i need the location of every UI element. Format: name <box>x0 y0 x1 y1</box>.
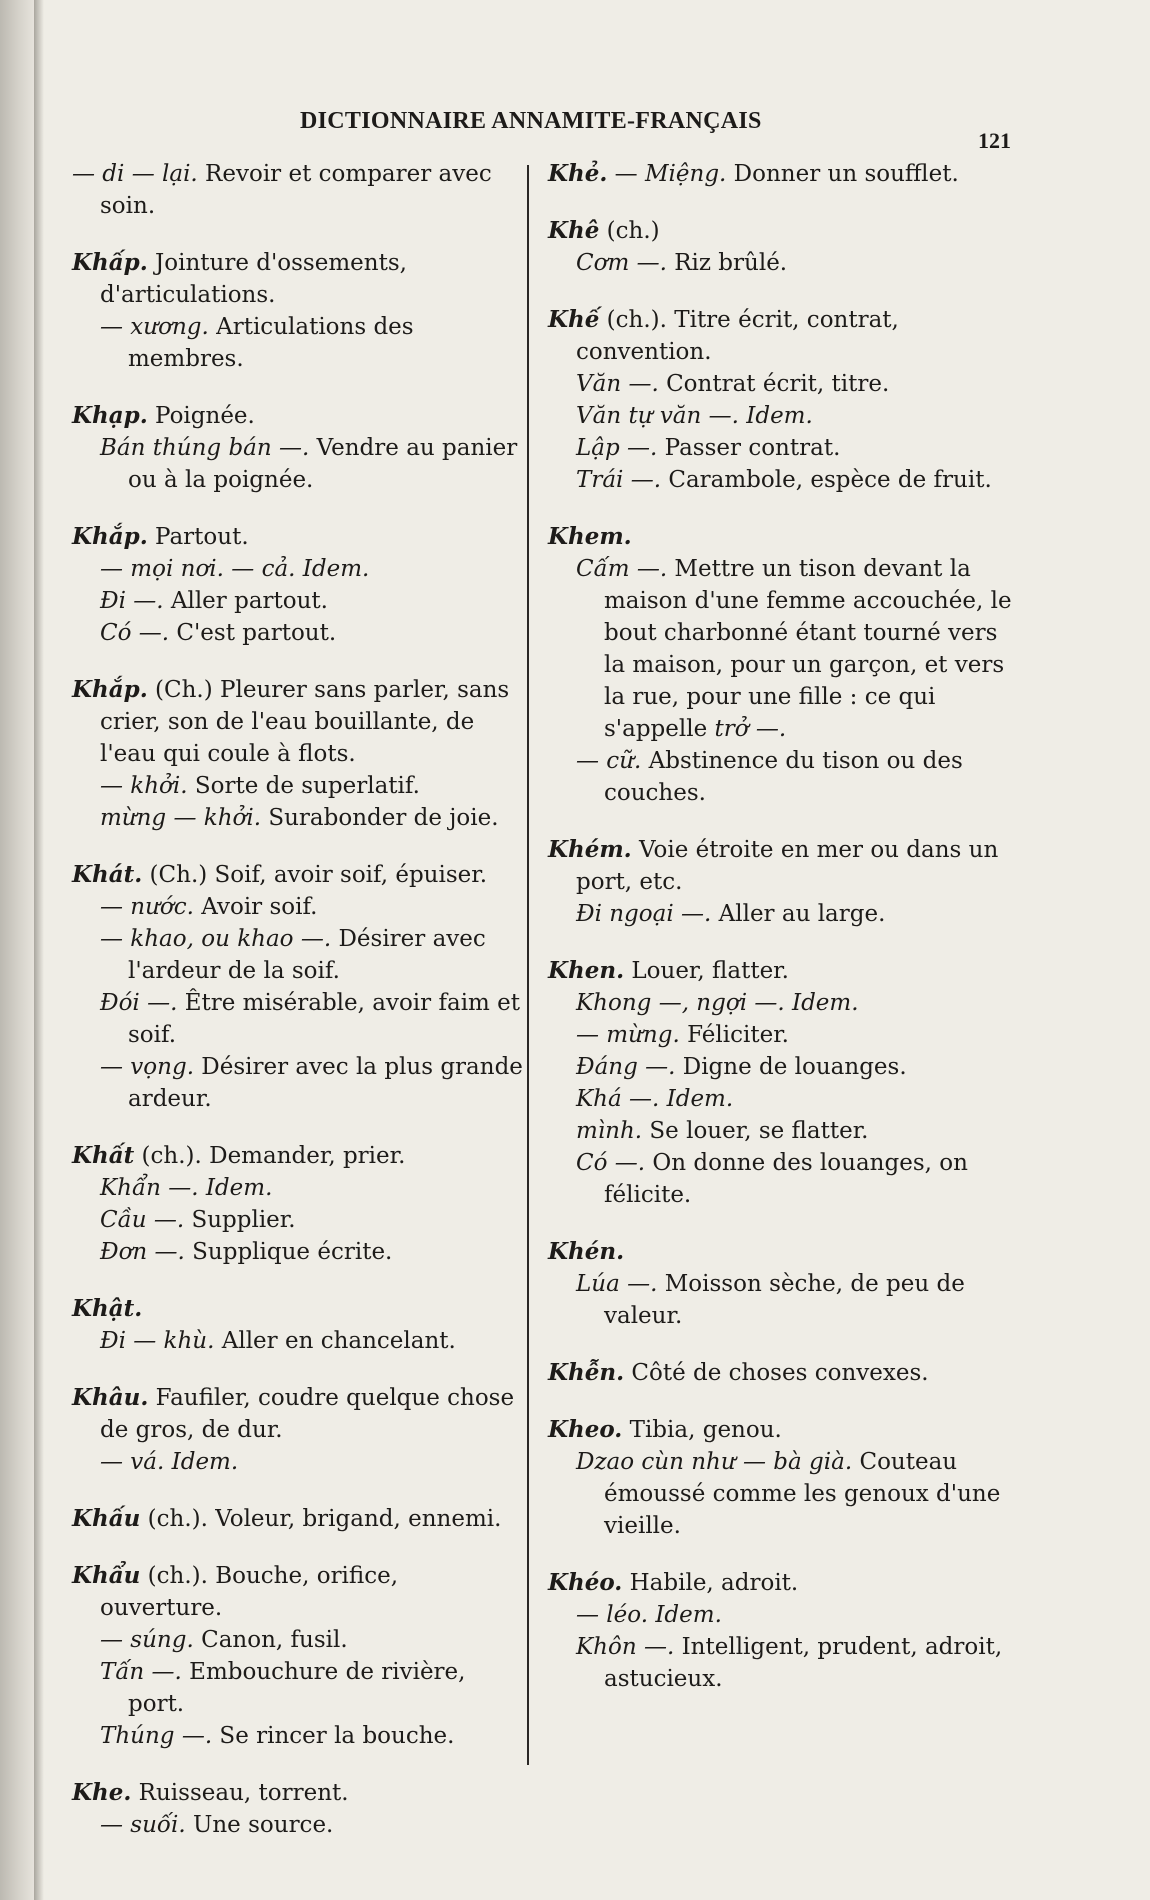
headword: Khạp. <box>72 402 148 429</box>
vietnamese-phrase: Khẩn —. Idem. <box>100 1175 273 1201</box>
entry-subline <box>548 553 1018 745</box>
dictionary-entry <box>548 158 1018 190</box>
entry-subline <box>548 432 1018 464</box>
entry-subline <box>72 1809 524 1841</box>
entry-subline <box>548 1446 1018 1542</box>
vietnamese-phrase: — nước. <box>100 894 194 920</box>
definition-text: Embouchure de rivière, port. <box>128 1659 466 1717</box>
entry-subline <box>548 1268 1018 1332</box>
definition-text: Se louer, se flatter. <box>642 1118 869 1144</box>
vietnamese-phrase: Có —. <box>100 620 170 646</box>
entry-subline <box>72 1325 524 1357</box>
vietnamese-phrase: Thúng —. <box>100 1723 213 1749</box>
dictionary-entry <box>548 521 1018 809</box>
vietnamese-phrase: Đáng —. <box>576 1054 676 1080</box>
vietnamese-phrase: Trái —. <box>576 467 662 493</box>
headword: Khắp. <box>72 523 148 550</box>
headword: Kheo. <box>548 1416 623 1443</box>
dictionary-entry <box>548 1567 1018 1695</box>
definition-text: (ch.). Demander, prier. <box>134 1143 406 1169</box>
vietnamese-phrase: Khôn —. <box>576 1634 675 1660</box>
entry-line <box>548 1236 1018 1268</box>
dictionary-entry <box>72 158 524 222</box>
dictionary-entry <box>72 1140 524 1268</box>
definition-text: Sorte de superlatif. <box>187 773 420 799</box>
definition-text: Désirer avec l'ardeur de la soif. <box>128 926 486 984</box>
definition-text: Une source. <box>185 1812 334 1838</box>
column-divider <box>527 165 529 1765</box>
definition-text: Articulations des membres. <box>128 314 414 372</box>
definition-text: Être misérable, avoir faim et soif. <box>128 990 521 1048</box>
vietnamese-phrase: Cấm —. <box>576 556 668 582</box>
dictionary-entry <box>72 1382 524 1478</box>
vietnamese-phrase: — cữ. <box>576 748 642 774</box>
definition-text: Se rincer la bouche. <box>212 1723 455 1749</box>
headword: Khễn. <box>548 1359 625 1386</box>
vietnamese-phrase: Đói —. <box>100 990 178 1016</box>
dictionary-entry <box>548 955 1018 1211</box>
entry-subline <box>548 368 1018 400</box>
headword: Khâu. <box>72 1384 149 1411</box>
entry-subline <box>72 923 524 987</box>
entry-subline <box>548 1083 1018 1115</box>
headword: Khê <box>548 217 600 244</box>
vietnamese-phrase: — vọng. <box>100 1054 194 1080</box>
headword: Khéo. <box>548 1569 623 1596</box>
entry-line <box>72 400 524 432</box>
entry-line <box>548 1567 1018 1599</box>
entry-subline <box>72 553 524 585</box>
definition-text: Riz brûlé. <box>666 250 788 276</box>
definition-text: Moisson sèche, de peu de valeur. <box>604 1271 965 1329</box>
headword: Khấp. <box>72 249 148 276</box>
headword: Khế <box>548 306 600 333</box>
entry-line <box>72 1382 524 1446</box>
vietnamese-phrase: mình. <box>576 1118 643 1144</box>
definition-text: Surabonder de joie. <box>261 805 499 831</box>
entry-subline <box>548 898 1018 930</box>
entry-line <box>548 521 1018 553</box>
dictionary-entry <box>548 834 1018 930</box>
dictionary-entry <box>548 1414 1018 1542</box>
definition-text: Partout. <box>147 524 249 550</box>
headword: Khém. <box>548 836 632 863</box>
binding-shadow <box>34 0 44 1900</box>
definition-text: Couteau émoussé comme les genoux d'une vieille. <box>604 1449 1001 1539</box>
vietnamese-phrase: trở —. <box>714 716 787 742</box>
page-header: DICTIONNAIRE ANNAMITE-FRANÇAIS <box>300 108 762 134</box>
dictionary-entry <box>72 1293 524 1357</box>
headword: Khem. <box>548 523 632 550</box>
vietnamese-phrase: Lập —. <box>576 435 658 461</box>
entry-subline <box>72 617 524 649</box>
dictionary-entry <box>72 859 524 1115</box>
dictionary-entry <box>72 247 524 375</box>
dictionary-entry <box>548 215 1018 279</box>
entry-subline <box>72 1051 524 1115</box>
entry-line <box>72 1777 524 1809</box>
entry-subline <box>548 1115 1018 1147</box>
entry-line <box>72 247 524 311</box>
definition-text: Vendre au panier ou à la poignée. <box>128 435 518 493</box>
entry-subline <box>548 400 1018 432</box>
definition-text: Carambole, espèce de fruit. <box>661 467 992 493</box>
vietnamese-phrase: Khong —, ngợi —. Idem. <box>576 990 859 1016</box>
definition-text: Ruisseau, torrent. <box>131 1780 349 1806</box>
entry-subline <box>72 1446 524 1478</box>
entry-subline <box>72 770 524 802</box>
entry-subline <box>72 311 524 375</box>
definition-text: Avoir soif. <box>193 894 318 920</box>
vietnamese-phrase: — di — lại. <box>72 161 198 187</box>
vietnamese-phrase: Bán thúng bán —. <box>100 435 310 461</box>
entry-subline <box>72 891 524 923</box>
entry-subline <box>72 802 524 834</box>
vietnamese-phrase: Đi —. <box>100 588 164 614</box>
vietnamese-phrase: Văn —. <box>576 371 659 397</box>
definition-text: Supplier. <box>184 1207 296 1233</box>
entry-line <box>548 834 1018 898</box>
definition-text: Digne de louanges. <box>675 1054 907 1080</box>
definition-text: Revoir et comparer avec soin. <box>100 161 492 219</box>
entry-line <box>548 158 1018 190</box>
vietnamese-phrase: — vá. Idem. <box>100 1449 239 1475</box>
book-binding-edge <box>0 0 34 1900</box>
definition-text: (Ch.) Pleurer sans parler, sans crier, son de l'eau bouillante, de l'eau qui coule à flots. <box>100 677 510 767</box>
vietnamese-phrase: — suối. <box>100 1812 186 1838</box>
headword: Khắp. <box>72 676 148 703</box>
headword: Khất <box>72 1142 135 1169</box>
headword: Khẩu <box>72 1562 141 1589</box>
headword: Khen. <box>548 957 625 984</box>
definition-text: Féliciter. <box>679 1022 789 1048</box>
vietnamese-phrase: Đơn —. <box>100 1239 185 1265</box>
headword: Khén. <box>548 1238 625 1265</box>
definition-text: Jointure d'ossements, d'articulations. <box>100 250 407 308</box>
definition-text: (ch.). Bouche, orifice, ouverture. <box>100 1563 399 1621</box>
vietnamese-phrase: Có —. <box>576 1150 646 1176</box>
vietnamese-phrase: — léo. Idem. <box>576 1602 722 1628</box>
vietnamese-phrase: Đi — khù. <box>100 1328 215 1354</box>
definition-text: Désirer avec la plus grande ardeur. <box>128 1054 523 1112</box>
right-column <box>548 158 1018 1720</box>
vietnamese-phrase: Dzao cùn như — bà già. <box>576 1449 853 1475</box>
vietnamese-phrase: — mọi nơi. — cả. Idem. <box>100 556 370 582</box>
definition-text: Poignée. <box>147 403 255 429</box>
dictionary-entry <box>72 400 524 496</box>
entry-line <box>548 215 1018 247</box>
vietnamese-phrase: Văn tự văn —. Idem. <box>576 403 813 429</box>
entry-line <box>72 859 524 891</box>
entry-subline <box>548 464 1018 496</box>
entry-subline <box>548 745 1018 809</box>
entry-line <box>548 304 1018 368</box>
definition-text: Aller au large. <box>711 901 886 927</box>
headword: Khẻ. <box>548 160 608 187</box>
definition-text: Donner un soufflet. <box>726 161 959 187</box>
entry-line <box>72 158 524 222</box>
vietnamese-phrase: Tấn —. <box>100 1659 182 1685</box>
definition-text: Intelligent, prudent, adroit, astucieux. <box>604 1634 1003 1692</box>
entry-line <box>72 1560 524 1624</box>
vietnamese-phrase: — mừng. <box>576 1022 680 1048</box>
dictionary-entry <box>72 1777 524 1841</box>
entry-subline <box>72 585 524 617</box>
vietnamese-phrase: Khá —. Idem. <box>576 1086 734 1112</box>
entry-subline <box>72 432 524 496</box>
entry-subline <box>72 1720 524 1752</box>
definition-text: Voie étroite en mer ou dans un port, etc. <box>576 837 999 895</box>
definition-text: (ch.). Voleur, brigand, ennemi. <box>140 1506 502 1532</box>
definition-text: Côté de choses convexes. <box>624 1360 929 1386</box>
vietnamese-phrase: mừng — khởi. <box>100 805 262 831</box>
definition-text: Mettre un tison devant la maison d'une femme accouchée, le bout charbonné étant tourné vers la maison, pour un garçon, et vers la rue, pour une fille : ce qui s'appelle <box>604 556 1012 742</box>
headword: Khấu <box>72 1505 141 1532</box>
headword: Khe. <box>72 1779 132 1806</box>
entry-subline <box>548 1631 1018 1695</box>
definition-text: Canon, fusil. <box>193 1627 348 1653</box>
dictionary-entry <box>72 674 524 834</box>
definition-text: — <box>607 161 645 187</box>
dictionary-entry <box>72 521 524 649</box>
definition-text: Tibia, genou. <box>622 1417 782 1443</box>
definition-text: Abstinence du tison ou des couches. <box>604 748 963 806</box>
definition-text: Louer, flatter. <box>624 958 789 984</box>
entry-subline <box>548 1019 1018 1051</box>
entry-subline <box>72 1204 524 1236</box>
entry-subline <box>72 1624 524 1656</box>
headword: Khật. <box>72 1295 143 1322</box>
vietnamese-phrase: Lúa —. <box>576 1271 658 1297</box>
vietnamese-phrase: — khởi. <box>100 773 188 799</box>
headword: Khát. <box>72 861 143 888</box>
definition-text: (ch.). Titre écrit, contrat, convention. <box>576 307 899 365</box>
definition-text: C'est partout. <box>169 620 337 646</box>
vietnamese-phrase: Cơm —. <box>576 250 667 276</box>
definition-text: Aller partout. <box>163 588 328 614</box>
entry-subline <box>548 1599 1018 1631</box>
definition-text: Faufiler, coudre quelque chose de gros, de dur. <box>100 1385 515 1443</box>
entry-subline <box>72 1656 524 1720</box>
dictionary-entry <box>72 1560 524 1752</box>
left-column <box>72 158 524 1866</box>
page-number: 121 <box>978 128 1011 153</box>
vietnamese-phrase: — xương. <box>100 314 209 340</box>
entry-subline <box>548 987 1018 1019</box>
entry-subline <box>548 1147 1018 1211</box>
vietnamese-phrase: Đi ngoại —. <box>576 901 712 927</box>
definition-text: Aller en chancelant. <box>214 1328 456 1354</box>
dictionary-entry <box>548 1236 1018 1332</box>
entry-line <box>548 955 1018 987</box>
definition-text: Habile, adroit. <box>622 1570 799 1596</box>
definition-text: On donne des louanges, on félicite. <box>604 1150 968 1208</box>
definition-text: Passer contrat. <box>657 435 841 461</box>
entry-line <box>72 521 524 553</box>
entry-subline <box>72 1172 524 1204</box>
dictionary-entry <box>72 1503 524 1535</box>
entry-line <box>72 1293 524 1325</box>
entry-line <box>72 674 524 770</box>
dictionary-entry <box>548 304 1018 496</box>
entry-line <box>548 1414 1018 1446</box>
vietnamese-phrase: — khao, ou khao —. <box>100 926 332 952</box>
definition-text: (ch.) <box>599 218 660 244</box>
entry-subline <box>548 247 1018 279</box>
entry-subline <box>72 987 524 1051</box>
entry-line <box>72 1503 524 1535</box>
entry-subline <box>72 1236 524 1268</box>
definition-text: Contrat écrit, titre. <box>658 371 890 397</box>
vietnamese-phrase: Cầu —. <box>100 1207 185 1233</box>
definition-text: Supplique écrite. <box>184 1239 393 1265</box>
definition-text: (Ch.) Soif, avoir soif, épuiser. <box>142 862 488 888</box>
vietnamese-phrase: Miệng. <box>644 161 727 187</box>
dictionary-entry <box>548 1357 1018 1389</box>
entry-line <box>72 1140 524 1172</box>
entry-subline <box>548 1051 1018 1083</box>
entry-line <box>548 1357 1018 1389</box>
vietnamese-phrase: — súng. <box>100 1627 194 1653</box>
